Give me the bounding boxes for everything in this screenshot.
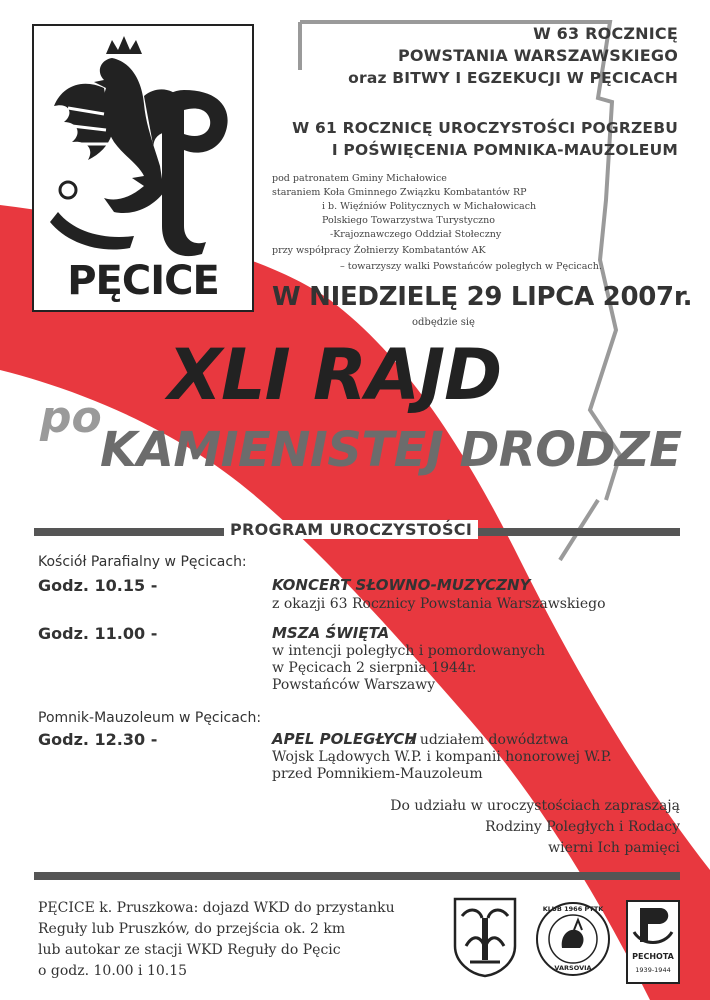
header-line-1: W 63 ROCZNICĘ [533, 24, 678, 43]
invite-line-3: wierni Ich pamięci [548, 840, 680, 856]
odbedzie-sie: odbędzie się [412, 317, 475, 328]
time-1100: Godz. 11.00 - [38, 624, 158, 643]
kamienistej-drodze: KAMIENISTEJ DRODZE [100, 422, 682, 478]
footer-line-1: PĘCICE k. Pruszkowa: dojazd WKD do przystanku [38, 900, 395, 916]
patronage-line-2: staraniem Koła Gminnego Związku Kombatantów RP [272, 187, 527, 198]
footer-line-3: lub autokar ze stacji WKD Reguły do Pęcic [38, 942, 341, 958]
desc-mass-1: w intencji poległych i pomordowanych [272, 643, 546, 659]
time-1015: Godz. 10.15 - [38, 576, 158, 595]
pecice-logo [32, 24, 254, 312]
desc-apel-1: z udziałem dowództwa [408, 732, 569, 748]
patronage-line-7: – towarzyszy walki Powstańców poległych w Pęcicach. [340, 261, 602, 272]
pechota-years: 1939-1944 [635, 966, 671, 974]
patronage-line-6: przy współpracy Żołnierzy Kombatantów AK [272, 245, 486, 256]
header-line-5: I POŚWIĘCENIA POMNIKA-MAUZOLEUM [331, 141, 678, 159]
program-title: PROGRAM UROCZYSTOŚCI [224, 520, 478, 539]
desc-apel-3: przed Pomnikiem-Mauzoleum [272, 766, 483, 782]
logo-text: PĘCICE [67, 258, 219, 304]
footer-line-4: o godz. 10.00 i 10.15 [38, 963, 188, 979]
pechota-emblem-icon [628, 902, 678, 950]
time-1230: Godz. 12.30 - [38, 730, 158, 749]
desc-apel-2: Wojsk Lądowych W.P. i kompanii honorowej W.P. [272, 749, 612, 765]
pechota-name: PECHOTA [632, 952, 674, 961]
desc-mass-2: w Pęcicach 2 sierpnia 1944r. [272, 660, 477, 676]
pttk-varsovia-badge [534, 900, 612, 978]
event-apel: APEL POLEGŁYCH [272, 730, 417, 748]
pechota-badge [626, 900, 680, 984]
club-top-text: KLUB 1966 PTTK [542, 905, 604, 913]
event-date: W NIEDZIELĘ 29 LIPCA 2007r. [272, 282, 693, 312]
header-line-4: W 61 ROCZNICĘ UROCZYSTOŚCI POGRZEBU [292, 119, 678, 137]
footer-line-2: Reguły lub Pruszków, do przejścia ok. 2 km [38, 921, 346, 937]
event-concert: KONCERT SŁOWNO-MUZYCZNY [272, 576, 531, 594]
patronage-line-5: -Krajoznawczego Oddział Stołeczny [330, 229, 502, 240]
event-mass: MSZA ŚWIĘTA [272, 624, 390, 642]
desc-mass-3: Powstańców Warszawy [272, 677, 436, 693]
club-bottom-text: VARSOVIA [554, 964, 592, 972]
michalowice-coat-of-arms-icon [452, 896, 518, 978]
po-word: po [40, 392, 102, 443]
venue-mausoleum: Pomnik-Mauzoleum w Pęcicach: [38, 710, 262, 726]
patronage-line-3: i b. Więźniów Politycznych w Michałowicach [322, 201, 537, 212]
invite-line-1: Do udziału w uroczystościach zapraszają [390, 798, 680, 814]
footer-divider [34, 872, 680, 880]
desc-concert: z okazji 63 Rocznicy Powstania Warszawskiego [272, 596, 606, 612]
rajd-title: XLI RAJD [168, 334, 502, 416]
venue-church: Kościół Parafialny w Pęcicach: [38, 554, 247, 570]
header-line-3: oraz BITWY I EGZEKUCJI W PĘCICACH [348, 69, 678, 87]
invite-line-2: Rodziny Poległych i Rodacy [485, 819, 680, 835]
patronage-line-4: Polskiego Towarzystwa Turystyczno [322, 215, 495, 226]
header-line-2: POWSTANIA WARSZAWSKIEGO [397, 46, 678, 65]
patronage-line-1: pod patronatem Gminy Michałowice [272, 173, 447, 184]
